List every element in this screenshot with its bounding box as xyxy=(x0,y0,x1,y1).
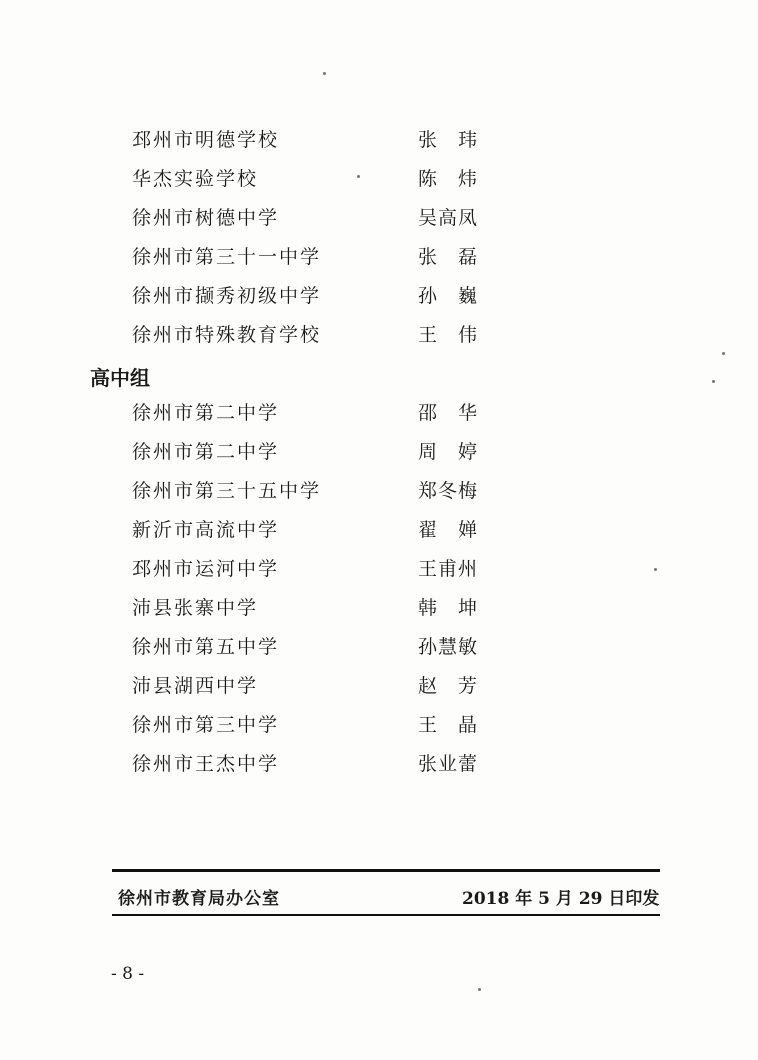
person-name: 王晶 xyxy=(418,714,499,736)
school-name: 徐州市特殊教育学校 xyxy=(132,324,322,346)
person-name: 张磊 xyxy=(418,246,499,268)
school-name: 华杰实验学校 xyxy=(132,168,259,190)
school-name: 新沂市高流中学 xyxy=(132,519,280,541)
school-name: 徐州市第二中学 xyxy=(132,441,280,463)
person-name: 王伟 xyxy=(418,324,499,346)
person-name: 韩坤 xyxy=(418,597,499,619)
school-name: 徐州市第二中学 xyxy=(132,402,280,424)
page-number: - 8 - xyxy=(111,964,145,984)
person-name: 王甫州 xyxy=(418,558,479,580)
person-name: 张业蕾 xyxy=(418,753,479,775)
school-name: 徐州市树德中学 xyxy=(132,207,280,229)
person-name: 孙巍 xyxy=(418,285,499,307)
footer-issuer: 徐州市教育局办公室 xyxy=(118,889,280,909)
person-name: 孙慧敏 xyxy=(418,636,479,658)
school-name: 徐州市第三中学 xyxy=(132,714,280,736)
school-name: 徐州市第三十一中学 xyxy=(132,246,322,268)
school-name: 徐州市第三十五中学 xyxy=(132,480,322,502)
scan-speck xyxy=(478,988,481,991)
person-name: 翟婵 xyxy=(418,519,499,541)
footer-date: 2018 年 5 月 29 日印发 xyxy=(462,889,660,909)
scan-speck xyxy=(722,352,725,355)
footer-bottom-rule xyxy=(112,914,660,916)
school-name: 邳州市运河中学 xyxy=(132,558,280,580)
school-name: 徐州市王杰中学 xyxy=(132,753,280,775)
scan-speck xyxy=(357,175,360,178)
person-name: 郑冬梅 xyxy=(418,480,479,502)
person-name: 周婷 xyxy=(418,441,499,463)
scan-speck xyxy=(323,72,326,75)
person-name: 张玮 xyxy=(418,129,499,151)
footer-top-rule xyxy=(112,869,660,872)
person-name: 吴高凤 xyxy=(418,207,479,229)
school-name: 徐州市撷秀初级中学 xyxy=(132,285,322,307)
person-name: 陈炜 xyxy=(418,168,499,190)
group-title: 高中组 xyxy=(90,366,150,390)
school-name: 徐州市第五中学 xyxy=(132,636,280,658)
school-name: 邳州市明德学校 xyxy=(132,129,280,151)
school-name: 沛县湖西中学 xyxy=(132,675,259,697)
school-name: 沛县张寨中学 xyxy=(132,597,259,619)
person-name: 赵芳 xyxy=(418,675,499,697)
scan-speck xyxy=(654,568,657,571)
scan-speck xyxy=(712,380,715,383)
person-name: 邵华 xyxy=(418,402,499,424)
